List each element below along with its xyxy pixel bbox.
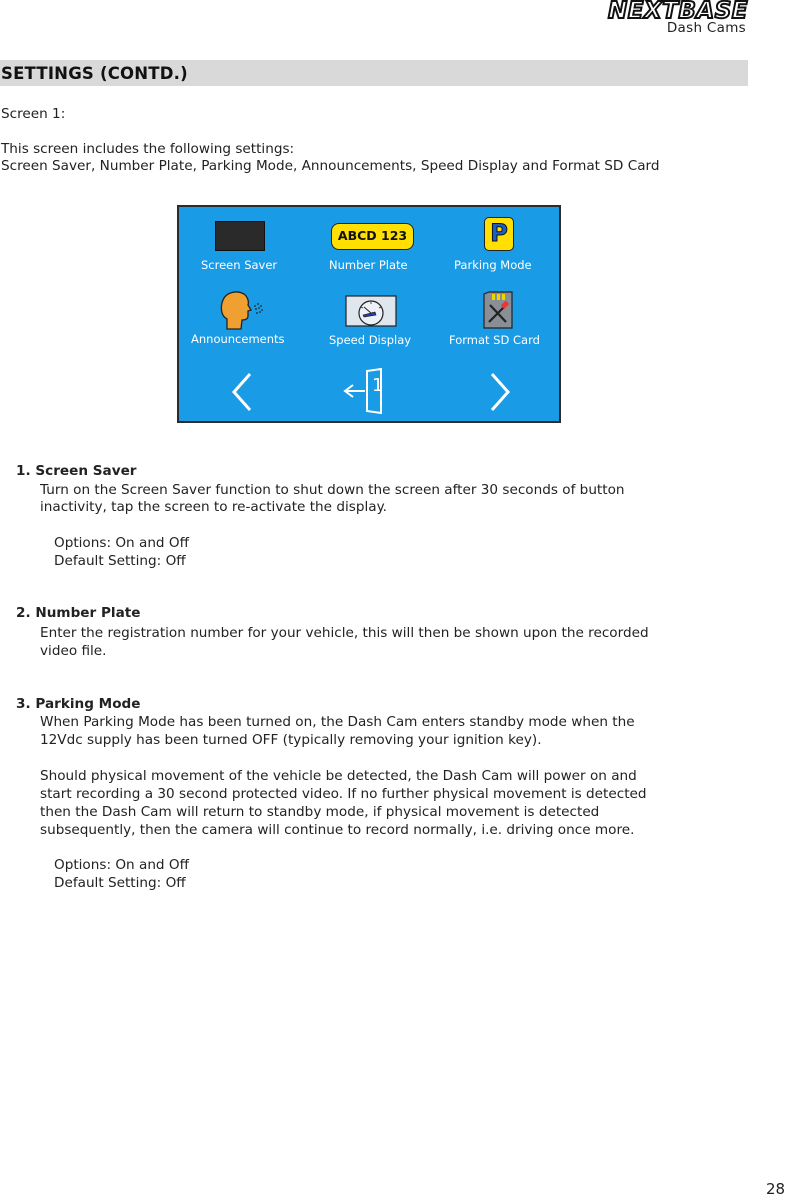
screen-saver-options: Options: On and Off [54,535,189,551]
parking-mode-desc-5: then the Dash Cam will return to standby mode, if physical movement is detected [40,804,600,820]
parking-mode-icon: P [484,217,514,251]
number-plate-desc-2: video file. [40,643,107,659]
label-format-sd-card: Format SD Card [449,333,540,347]
next-arrow-icon[interactable] [489,372,511,412]
number-plate-desc-1: Enter the registration number for your vehicle, this will then be shown upon the recorded [40,625,649,641]
logo-wordmark: NEXTBASE [608,0,748,24]
parking-mode-desc-1: When Parking Mode has been turned on, the Dash Cam enters standby mode when the [40,714,635,730]
heading-parking-mode: 3. Parking Mode [16,696,141,712]
intro-line-2: Screen Saver, Number Plate, Parking Mode, Announcements, Speed Display and Format SD Card [1,158,660,174]
number-plate-icon: ABCD 123 [331,223,414,250]
label-screen-saver: Screen Saver [201,258,278,272]
parking-mode-desc-2: 12Vdc supply has been turned OFF (typically removing your ignition key). [40,732,542,748]
label-parking-mode: Parking Mode [454,258,532,272]
intro-line-1: This screen includes the following settings: [1,141,295,157]
screen-saver-desc-1: Turn on the Screen Saver function to shut down the screen after 30 seconds of button [40,482,625,498]
label-announcements: Announcements [191,332,285,346]
speed-display-icon [345,295,397,327]
format-sd-card-icon [483,291,513,329]
parking-mode-default: Default Setting: Off [54,875,186,891]
section-header-bar [0,60,748,86]
page-number: 28 [766,1180,786,1198]
screen-label: Screen 1: [1,106,66,122]
heading-number-plate: 2. Number Plate [16,605,141,621]
screen-saver-desc-2: inactivity, tap the screen to re-activate the display. [40,499,387,515]
camera-settings-screen [177,205,561,423]
exit-door-icon[interactable] [343,367,393,415]
label-speed-display: Speed Display [329,333,412,347]
parking-mode-desc-6: subsequently, then the camera will continue to record normally, i.e. driving once more. [40,822,635,838]
parking-mode-options: Options: On and Off [54,857,189,873]
parking-mode-desc-4: start recording a 30 second protected video. If no further physical movement is detected [40,786,647,802]
page-indicator: 1 [372,375,384,396]
parking-mode-desc-3: Should physical movement of the vehicle be detected, the Dash Cam will power on and [40,768,637,784]
logo-subtitle: Dash Cams [666,20,746,36]
section-title: SETTINGS (CONTD.) [1,64,188,83]
announcements-icon [217,289,267,331]
previous-arrow-icon[interactable] [231,372,253,412]
heading-screen-saver: 1. Screen Saver [16,463,137,479]
label-number-plate: Number Plate [329,258,408,272]
screen-saver-icon [215,221,265,251]
nextbase-logo [526,0,748,40]
screen-saver-default: Default Setting: Off [54,553,186,569]
